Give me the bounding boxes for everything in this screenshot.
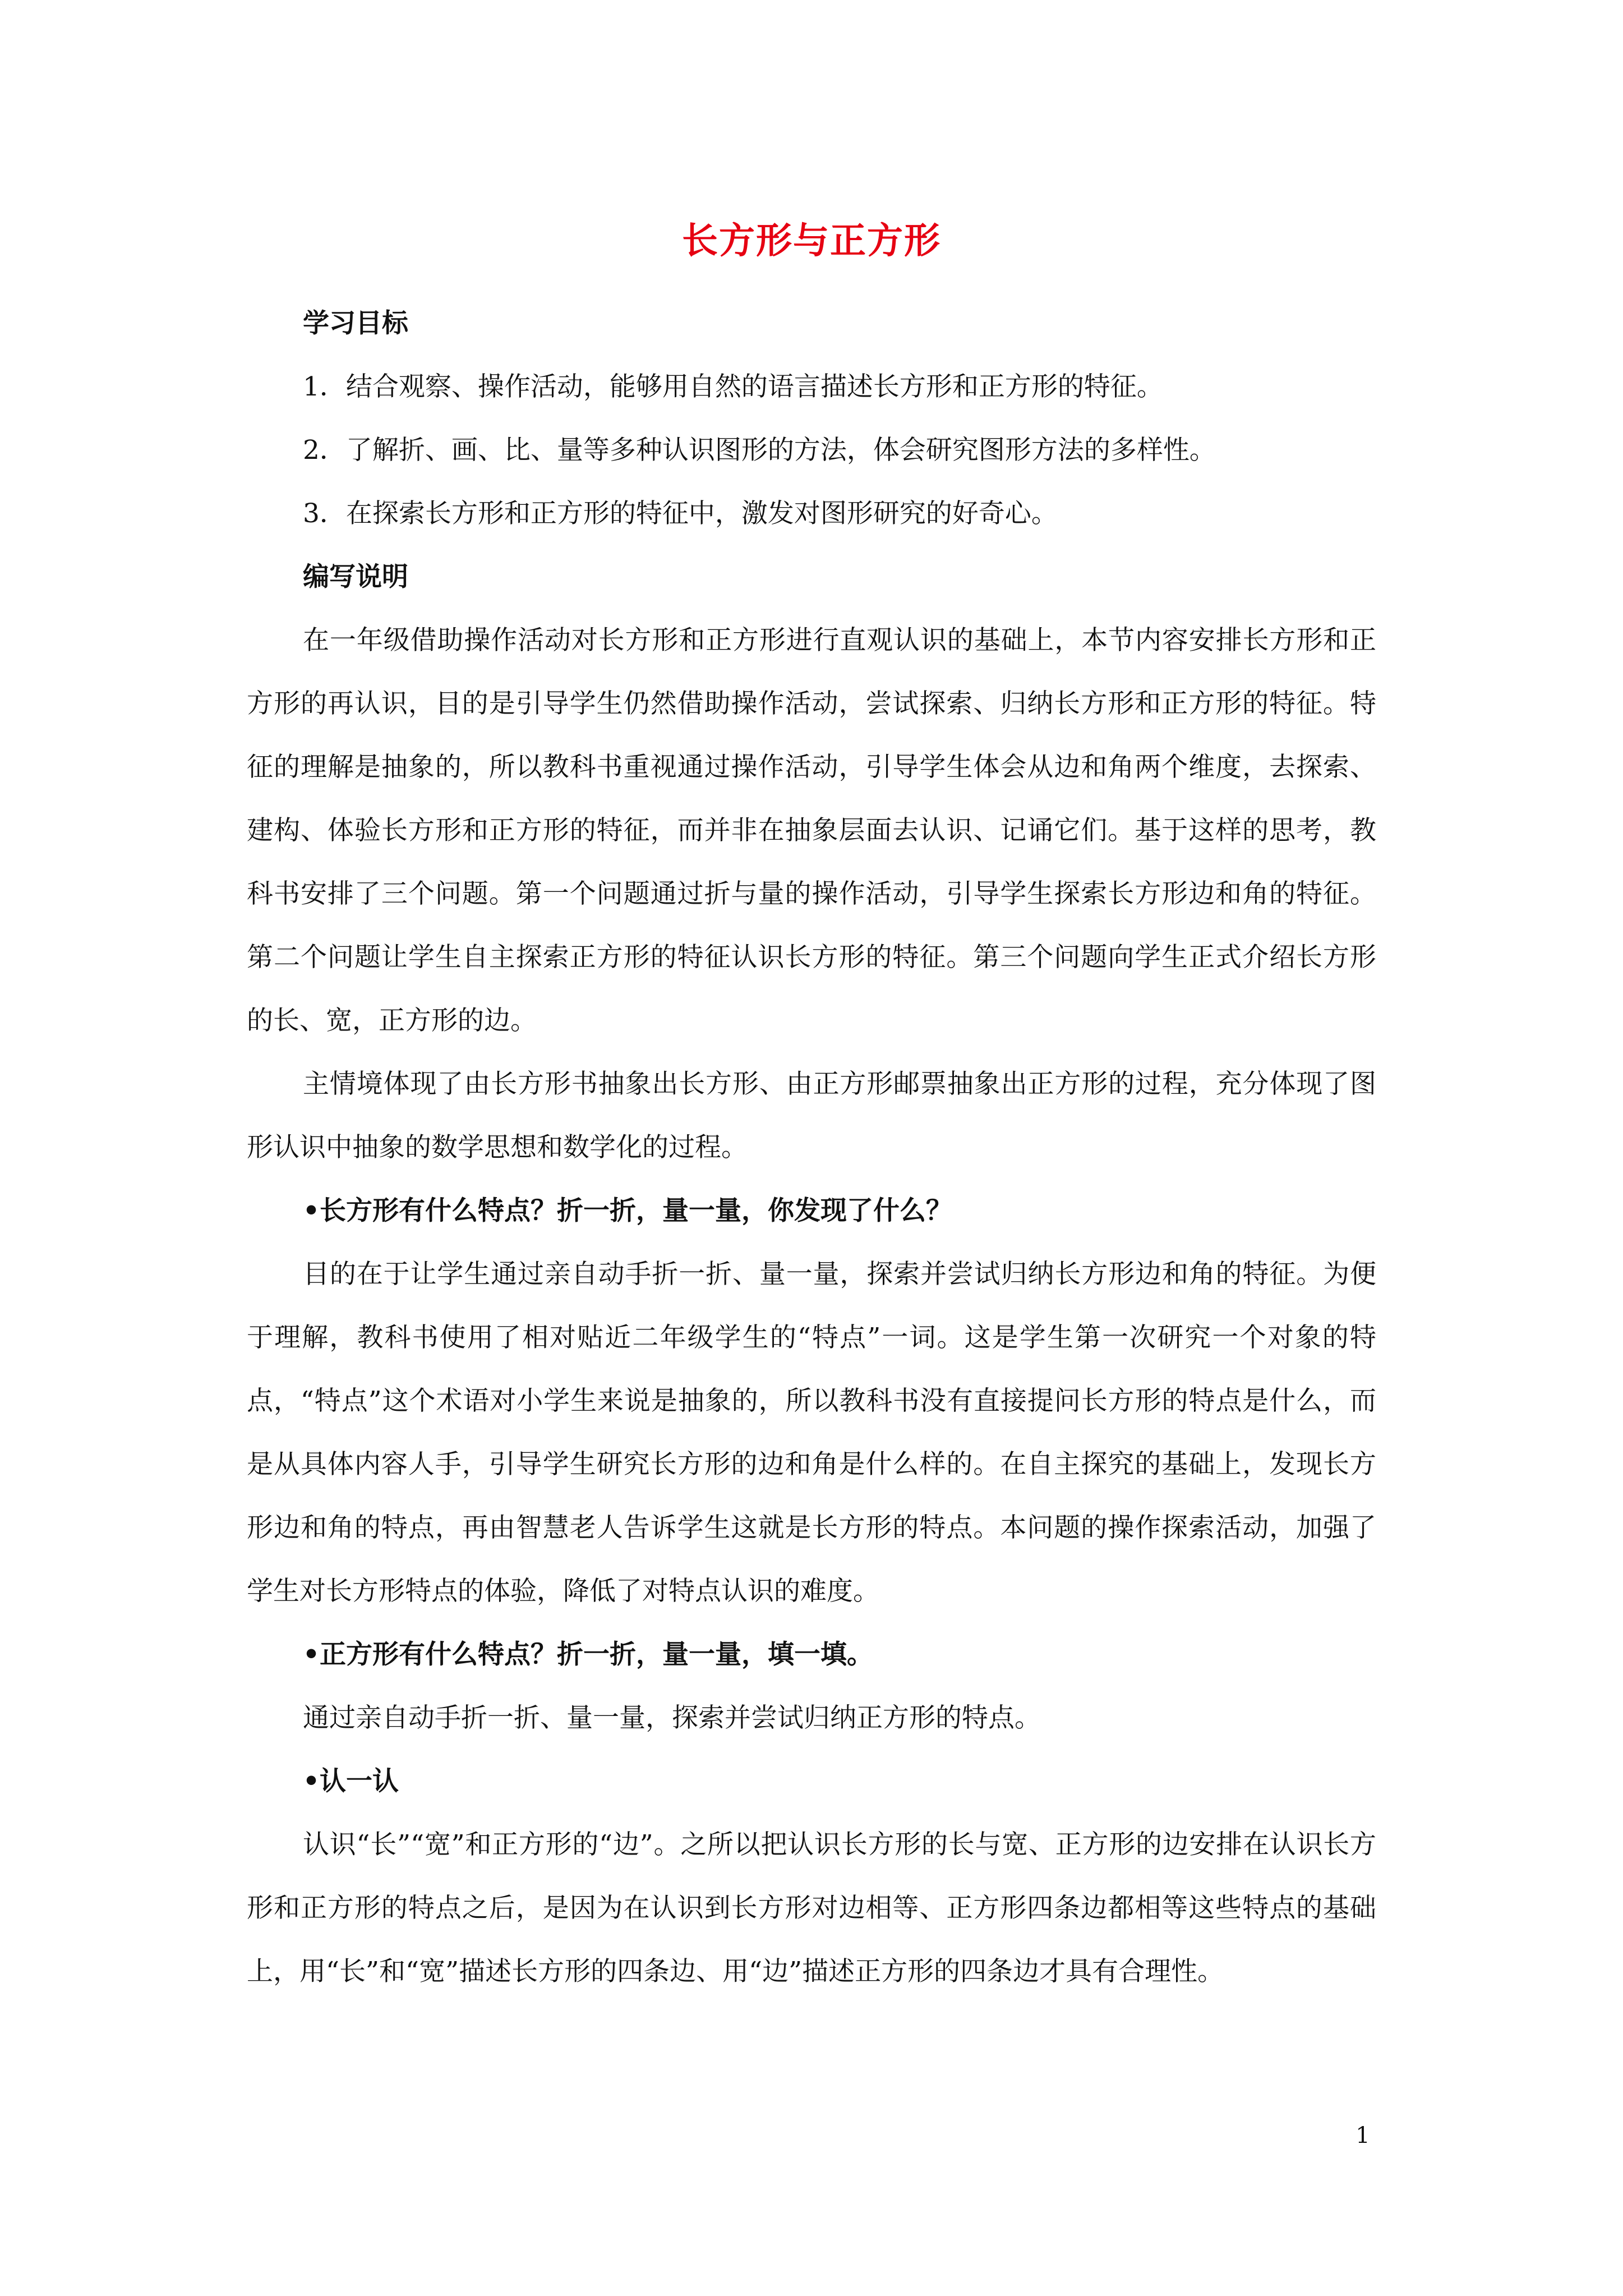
bullet-heading-rectangle: •长方形有什么特点？折一折，量一量，你发现了什么？ [303,1195,953,1226]
page-title: 长方形与正方形 [682,220,941,262]
notes-paragraph: 主情境体现了由长方形书抽象出长方形、由正方形邮票抽象出正方形的过程，充分体现了图形认识中抽象的数学思想和数学化的过程。 [247,1069,1376,1163]
objective-item: 2．了解折、画、比、量等多种认识图形的方法，体会研究图形方法的多样性。 [303,435,1216,466]
objective-item: 3．在探索长方形和正方形的特征中，激发对图形研究的好奇心。 [303,498,1058,529]
recognize-paragraph: 认识“长”“宽”和正方形的“边”。之所以把认识长方形的长与宽、正方形的边安排在认识长方形和正方形的特点之后，是因为在认识到长方形对边相等、正方形四条边都相等这些特点的基础上，用“长”和“宽”描述长方形的四条边、用“边”描述正方形的四条边才具有合理性。 [247,1829,1376,1987]
bullet-heading-square: •正方形有什么特点？折一折，量一量，填一填。 [303,1639,874,1670]
page-number: 1 [1355,2123,1370,2148]
bullet-heading-recognize: •认一认 [303,1766,399,1797]
notes-heading: 编写说明 [303,562,408,592]
objective-item: 1．结合观察、操作活动，能够用自然的语言描述长方形和正方形的特征。 [303,371,1163,402]
objectives-heading: 学习目标 [303,308,408,339]
document-body [247,292,1376,2003]
square-paragraph: 通过亲自动手折一折、量一量，探索并尝试归纳正方形的特点。 [303,1703,1041,1733]
notes-paragraph: 在一年级借助操作活动对长方形和正方形进行直观认识的基础上，本节内容安排长方形和正方形的再认识，目的是引导学生仍然借助操作活动，尝试探索、归纳长方形和正方形的特征。特征的理解是抽象的，所以教科书重视通过操作活动，引导学生体会从边和角两个维度，去探索、建构、体验长方形和正方形的特征，而并非在抽象层面去认识、记诵它们。基于这样的思考，教科书安排了三个问题。第一个问题通过折与量的操作活动，引导学生探索长方形边和角的特征。第二个问题让学生自主探索正方形的特征认识长方形的特征。第三个问题向学生正式介绍长方形的长、宽，正方形的边。 [247,625,1376,1036]
rectangle-paragraph: 目的在于让学生通过亲自动手折一折、量一量，探索并尝试归纳长方形边和角的特征。为便于理解，教科书使用了相对贴近二年级学生的“特点”一词。这是学生第一次研究一个对象的特点，“特点”这个术语对小学生来说是抽象的，所以教科书没有直接提问长方形的特点是什么，而是从具体内容人手，引导学生研究长方形的边和角是什么样的。在自主探究的基础上，发现长方形边和角的特点，再由智慧老人告诉学生这就是长方形的特点。本问题的操作探索活动，加强了学生对长方形特点的体验，降低了对特点认识的难度。 [247,1259,1376,1607]
